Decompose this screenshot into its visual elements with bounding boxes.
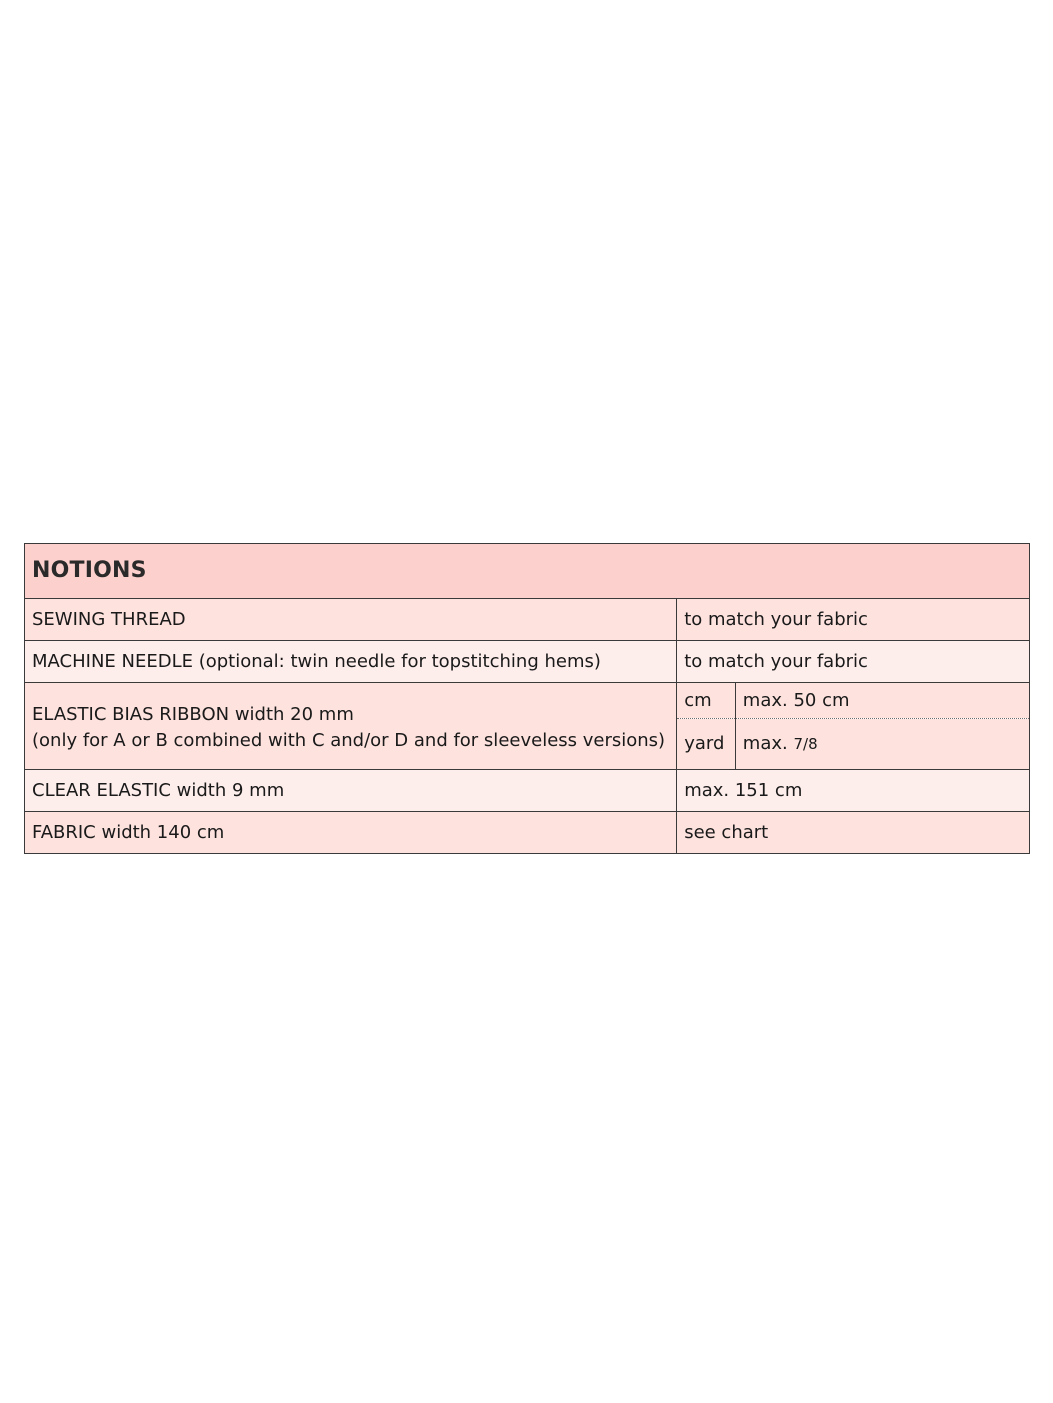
table-row-elastic-bias-ribbon <box>25 683 1030 719</box>
yard-value-prefix: max. <box>742 733 788 754</box>
unit-cm: cm <box>677 683 736 719</box>
item-elastic-bias-ribbon <box>25 683 677 770</box>
unit-yard: yard <box>677 719 736 770</box>
item-machine-needle: MACHINE NEEDLE (optional: twin needle for topstitching hems) <box>25 641 677 683</box>
yard-value-fraction: 7/8 <box>793 735 818 753</box>
value-clear-elastic: max. 151 cm <box>677 770 1030 812</box>
table-row-machine-needle <box>25 641 1030 683</box>
item-sewing-thread: SEWING THREAD <box>25 599 677 641</box>
value-yard <box>735 719 1029 770</box>
ribbon-note: (only for A or B combined with C and/or D and for sleeveless versions) <box>32 730 666 751</box>
item-fabric: FABRIC width 140 cm <box>25 812 677 854</box>
table-row-clear-elastic <box>25 770 1030 812</box>
table-row-sewing-thread <box>25 599 1030 641</box>
ribbon-title: ELASTIC BIAS RIBBON width 20 mm <box>32 704 354 725</box>
value-sewing-thread: to match your fabric <box>677 599 1030 641</box>
value-machine-needle: to match your fabric <box>677 641 1030 683</box>
value-cm: max. 50 cm <box>735 683 1029 719</box>
value-fabric: see chart <box>677 812 1030 854</box>
notions-title: NOTIONS <box>25 544 1030 599</box>
notions-table <box>24 543 1030 854</box>
header-row <box>25 544 1030 599</box>
table-row-fabric <box>25 812 1030 854</box>
item-clear-elastic: CLEAR ELASTIC width 9 mm <box>25 770 677 812</box>
